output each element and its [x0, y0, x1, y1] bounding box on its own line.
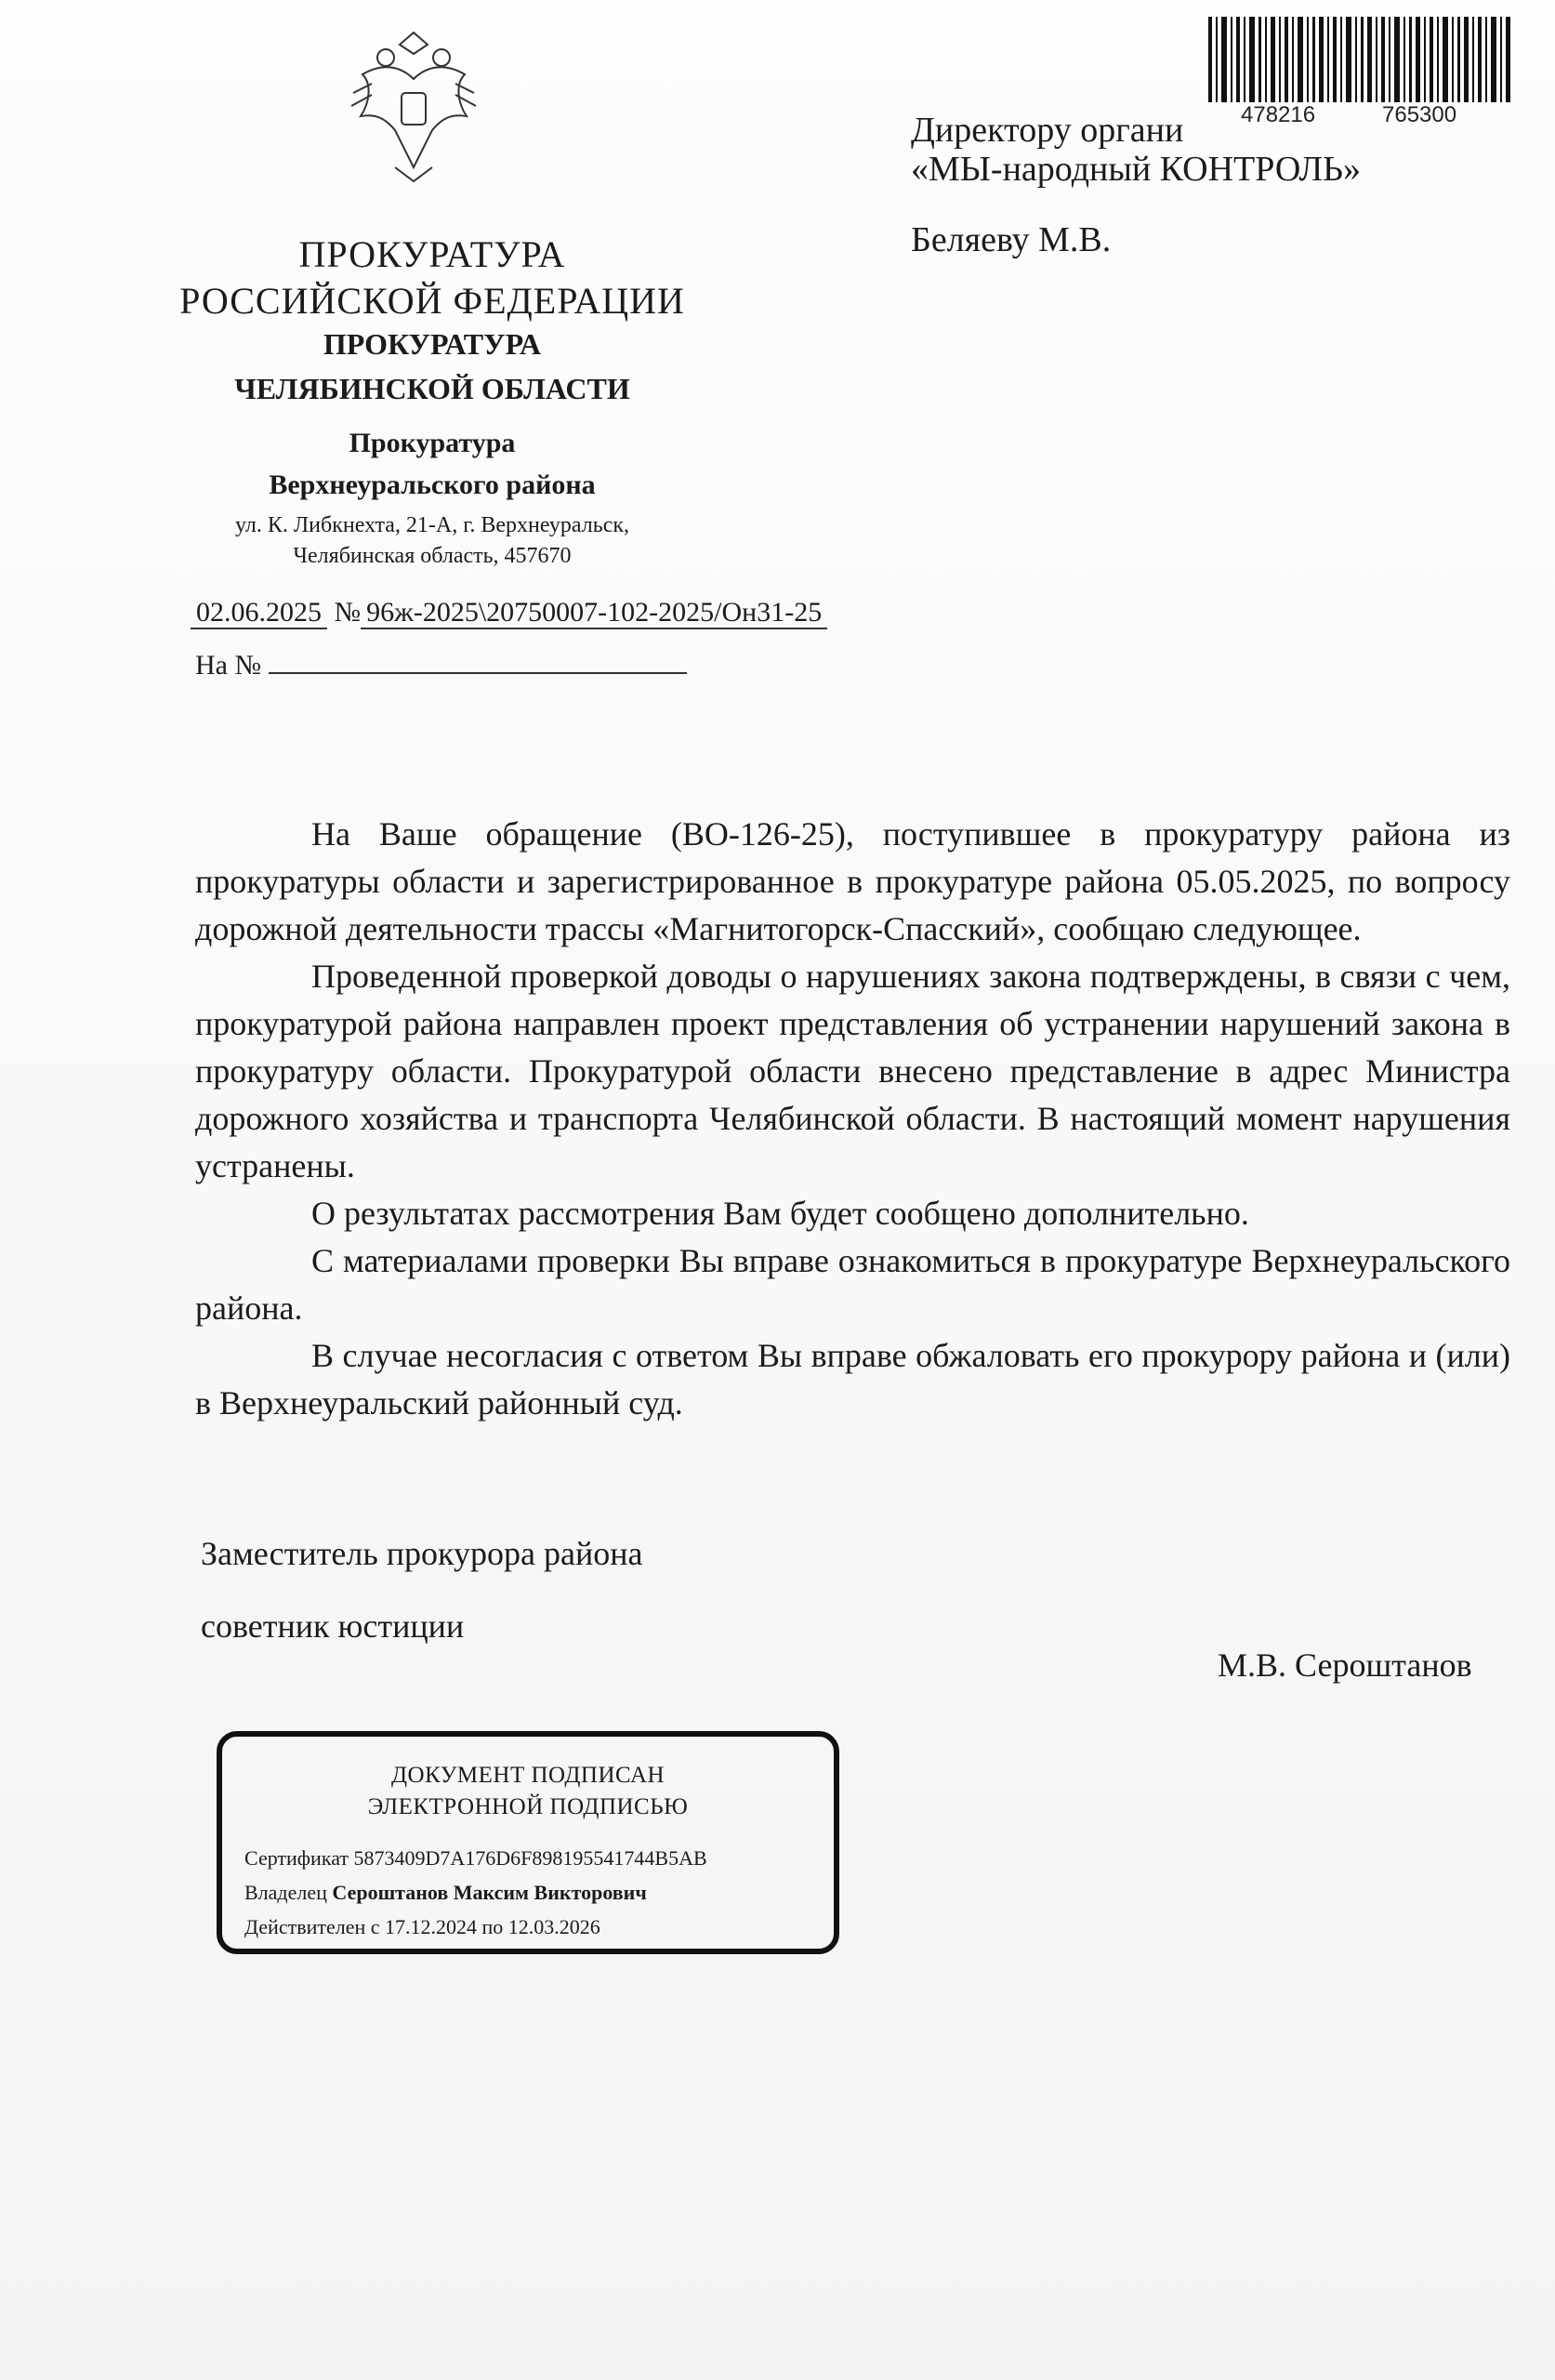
body-paragraph-3: О результатах рассмотрения Вам будет сообщено дополнительно.: [311, 1195, 1249, 1232]
stamp-title-2: ЭЛЕКТРОННОЙ ПОДПИСЬЮ: [367, 1794, 689, 1819]
addressee-line-2: «МЫ-народный КОНТРОЛЬ»: [911, 150, 1361, 189]
header-line-1: ПРОКУРАТУРА: [298, 233, 566, 275]
body-paragraph-2: Проведенной проверкой доводы о нарушениях закона подтверждены, в связи с чем, прокуратурой района направлен проект представления об устранении нарушений закона в прокуратуру области. Прокуратурой области внесено представление в адрес Министра дорожного хозяйства и транспорта Челябинской области. В настоящий момент нарушения устранены.: [195, 958, 1510, 1184]
e-signature-stamp: [217, 1731, 839, 1954]
reference-blank: [269, 648, 687, 674]
coat-of-arms-icon: [344, 28, 483, 186]
stamp-owner-value: Сероштанов Максим Викторович: [332, 1881, 647, 1904]
stamp-valid-to: 12.03.2026: [507, 1915, 600, 1938]
body-paragraph-5: В случае несогласия с ответом Вы вправе обжаловать его прокурору района и (или) в Верхнеуральский районный суд.: [195, 1337, 1510, 1421]
addressee-line-1: Директору органи: [911, 111, 1184, 150]
stamp-valid-to-label: по: [481, 1915, 504, 1938]
signer-rank: советник юстиции: [201, 1607, 465, 1645]
stamp-owner-label: Владелец: [244, 1881, 327, 1904]
header-line-2: РОССИЙСКОЙ ФЕДЕРАЦИИ: [179, 280, 685, 322]
reference-label: На №: [195, 650, 262, 681]
stamp-validity: [244, 1915, 600, 1939]
header-line-5: Прокуратура: [349, 428, 516, 458]
signer-name: М.В. Сероштанов: [1218, 1646, 1472, 1684]
stamp-cert-value: 5873409D7A176D6F898195541744B5AB: [353, 1846, 707, 1870]
header-address-2: Челябинская область, 457670: [293, 544, 572, 568]
letter-body: [195, 811, 1510, 1427]
body-paragraph-4: С материалами проверки Вы вправе ознакомиться в прокуратуре Верхнеуральского района.: [195, 1242, 1510, 1327]
stamp-cert-label: Сертификат: [244, 1846, 349, 1870]
signer-position: Заместитель прокурора района: [201, 1535, 643, 1572]
header-address-1: ул. К. Либкнехта, 21-А, г. Верхнеуральск,: [234, 513, 630, 537]
stamp-owner: [244, 1881, 647, 1905]
header-line-4: ЧЕЛЯБИНСКОЙ ОБЛАСТИ: [234, 372, 630, 405]
registration-number-prefix: №: [334, 597, 362, 628]
stamp-valid-label: Действителен с: [244, 1915, 380, 1938]
registration-line: [191, 597, 827, 628]
stamp-certificate: [244, 1846, 707, 1871]
stamp-valid-from: 17.12.2024: [385, 1915, 478, 1938]
barcode-number-right: 765300: [1382, 102, 1457, 127]
registration-date: 02.06.2025: [191, 597, 327, 629]
registration-number: 96ж-2025\20750007-102-2025/Он31-25: [361, 597, 827, 629]
barcode-number-left: 478216: [1241, 102, 1316, 127]
reference-line: [195, 648, 687, 681]
barcode: [1208, 17, 1515, 102]
addressee-name: Беляеву М.В.: [911, 220, 1112, 259]
header-line-3: ПРОКУРАТУРА: [323, 327, 542, 361]
body-paragraph-1: На Ваше обращение (ВО-126-25), поступившее в прокуратуру района из прокуратуры области и зарегистрированное в прокуратуре района 05.05.2025, по вопросу дорожной деятельности трассы «Магнитогорск-Спасский», сообщаю следующее.: [195, 815, 1510, 947]
stamp-title-1: ДОКУМЕНТ ПОДПИСАН: [390, 1763, 665, 1788]
header-line-6: Верхнеуральского района: [269, 469, 596, 500]
